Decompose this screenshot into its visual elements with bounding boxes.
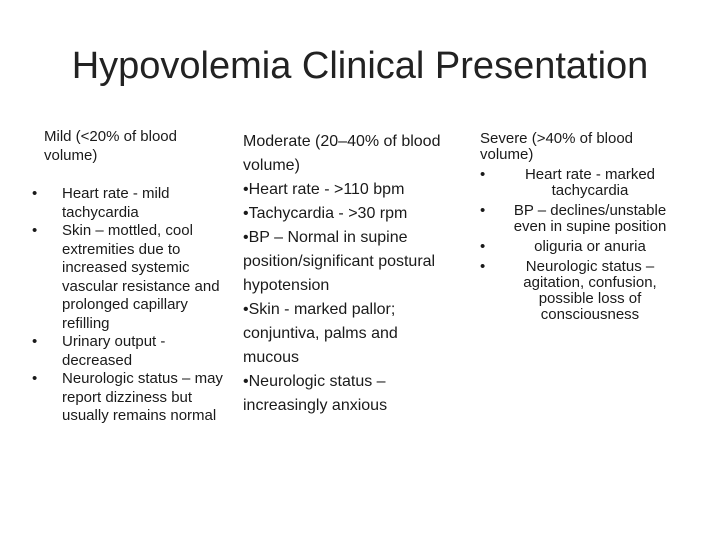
list-item: • Neurologic status – may report dizziness but usually remains normal [32,370,223,424]
bullet-icon: • [480,258,486,275]
list-item: •Skin - marked pallor; conjuntiva, palms and mucous [243,301,398,366]
slide-title: Hypovolemia Clinical Presentation [71,45,649,87]
list-item: • BP – declines/unstable even in supine position [480,202,667,235]
list-item: •Heart rate - >110 bpm [243,181,405,198]
bullet-icon: • [480,238,486,255]
severe-list [480,167,680,323]
mild-heading: Mild (<20% of blood volume) [44,128,177,164]
bullet-icon: • [32,222,38,239]
bullet-icon: • [243,373,249,390]
bullet-icon: • [32,370,38,387]
severe-column [480,131,680,323]
list-item: • oliguria or anuria [480,238,646,255]
bullet-icon: • [243,181,249,198]
bullet-icon: • [243,205,249,222]
moderate-column [243,130,443,418]
list-item: • Heart rate - marked tachycardia [480,166,656,199]
bullet-icon: • [243,229,249,246]
bullet-icon: • [32,333,38,350]
list-item: •Neurologic status – increasingly anxious [243,373,388,414]
list-item: • Neurologic status – agitation, confusion, possible loss of consciousness [480,258,657,323]
severe-heading: Severe (>40% of blood volume) [480,130,634,163]
list-item: • Urinary output - decreased [32,333,166,369]
bullet-icon: • [480,166,486,183]
list-item: •BP – Normal in supine position/significant postural hypotension [243,229,436,294]
mild-column [32,128,234,426]
list-item: • Skin – mottled, cool extremities due to increased systemic vascular resistance and prolonged capillary refilling [32,222,220,332]
bullet-icon: • [243,301,249,318]
moderate-list [243,178,443,418]
list-item: • Heart rate - mild tachycardia [32,185,170,221]
moderate-heading: Moderate (20–40% of blood volume) [243,133,441,174]
mild-list [32,185,234,426]
bullet-icon: • [480,202,486,219]
list-item: •Tachycardia - >30 rpm [243,205,408,222]
bullet-icon: • [32,185,38,202]
